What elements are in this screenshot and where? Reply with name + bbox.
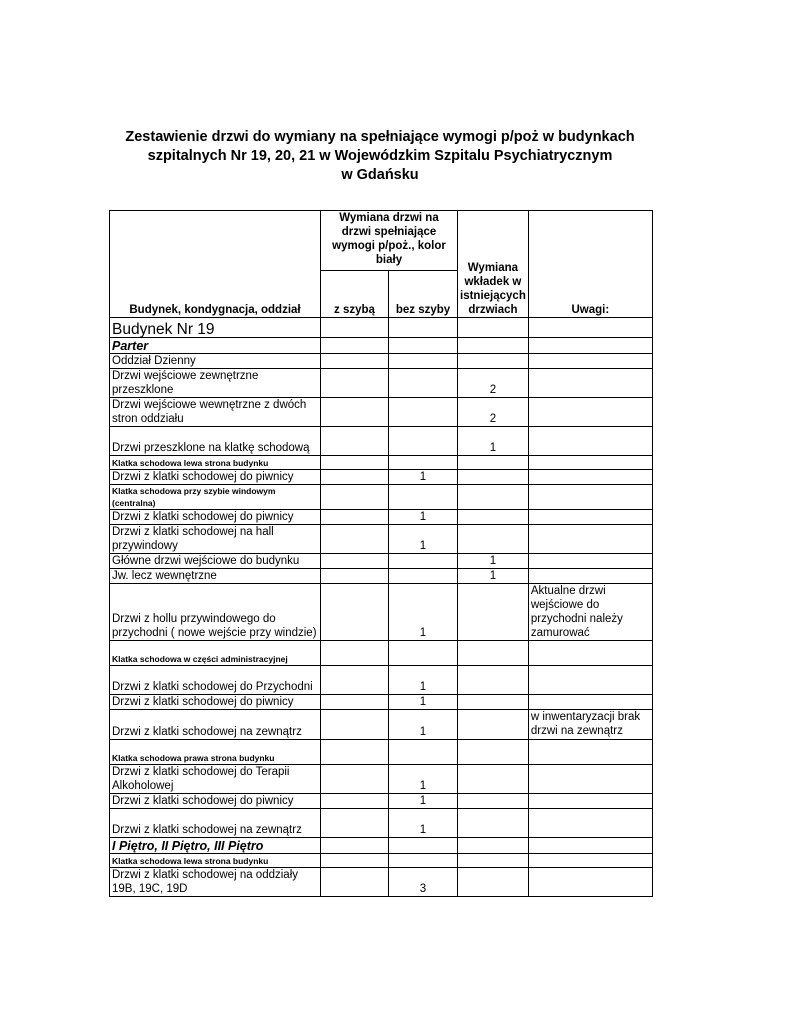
cell-without-glass [389, 569, 458, 584]
cell-notes [528, 868, 652, 897]
cell-without-glass: 1 [389, 809, 458, 838]
cell-with-glass [321, 569, 389, 584]
cell-notes [528, 854, 652, 868]
cell-inserts: 2 [458, 398, 529, 427]
cell-inserts [458, 354, 529, 369]
table-row [110, 369, 653, 398]
cell-inserts [458, 740, 529, 765]
row-label: Klatka schodowa lewa strona budynku [110, 456, 321, 470]
row-label: Klatka schodowa prawa strona budynku [110, 740, 321, 765]
document-title [90, 128, 670, 185]
row-label: Oddział Dzienny [110, 354, 321, 369]
table-row [110, 398, 653, 427]
row-label: Drzwi przeszklone na klatkę schodową [110, 427, 321, 456]
cell-inserts: 1 [458, 569, 529, 584]
cell-notes [528, 398, 652, 427]
row-label: Klatka schodowa lewa strona budynku [110, 854, 321, 868]
cell-without-glass [389, 740, 458, 765]
cell-inserts [458, 510, 529, 525]
table-row [110, 854, 653, 868]
row-label: Drzwi z klatki schodowej na oddziały 19B, 19C, 19D [110, 868, 321, 897]
cell-inserts [458, 765, 529, 794]
table-row [110, 569, 653, 584]
cell-inserts [458, 318, 529, 338]
row-label: Budynek Nr 19 [110, 318, 321, 338]
table-row [110, 470, 653, 485]
cell-with-glass [321, 398, 389, 427]
cell-with-glass [321, 794, 389, 809]
cell-notes [528, 318, 652, 338]
cell-without-glass [389, 354, 458, 369]
cell-without-glass [389, 456, 458, 470]
cell-with-glass [321, 854, 389, 868]
row-label: Drzwi z klatki schodowej na hall przywindowy [110, 525, 321, 554]
table-row [110, 338, 653, 354]
cell-notes [528, 740, 652, 765]
row-label: Drzwi z klatki schodowej do Przychodni [110, 666, 321, 695]
cell-with-glass [321, 695, 389, 710]
table-row [110, 318, 653, 338]
cell-with-glass [321, 765, 389, 794]
cell-with-glass [321, 809, 389, 838]
cell-notes [528, 794, 652, 809]
cell-without-glass [389, 554, 458, 569]
cell-inserts: 1 [458, 554, 529, 569]
table-row [110, 510, 653, 525]
cell-with-glass [321, 427, 389, 456]
cell-without-glass [389, 854, 458, 868]
header-row-top [110, 211, 653, 271]
table-row [110, 525, 653, 554]
cell-without-glass: 1 [389, 525, 458, 554]
cell-notes [528, 809, 652, 838]
cell-notes [528, 369, 652, 398]
cell-notes [528, 554, 652, 569]
cell-without-glass: 1 [389, 695, 458, 710]
cell-notes [528, 427, 652, 456]
row-label: Drzwi z klatki schodowej do Terapii Alkoholowej [110, 765, 321, 794]
cell-without-glass: 1 [389, 765, 458, 794]
row-label: I Piętro, II Piętro, III Piętro [110, 838, 321, 854]
table-row [110, 456, 653, 470]
table-row [110, 427, 653, 456]
row-label: Drzwi z klatki schodowej do piwnicy [110, 794, 321, 809]
cell-inserts [458, 710, 529, 740]
table-row [110, 641, 653, 666]
cell-without-glass: 1 [389, 470, 458, 485]
table-row [110, 809, 653, 838]
table-row [110, 554, 653, 569]
row-label: Drzwi z klatki schodowej do piwnicy [110, 695, 321, 710]
cell-without-glass [389, 427, 458, 456]
cell-with-glass [321, 318, 389, 338]
cell-without-glass: 1 [389, 584, 458, 641]
row-label: Drzwi wejściowe wewnętrzne z dwóch stron oddziału [110, 398, 321, 427]
header-notes: Uwagi: [528, 211, 652, 318]
cell-notes [528, 838, 652, 854]
header-building: Budynek, kondygnacja, oddział [110, 211, 321, 318]
row-label: Drzwi z klatki schodowej do piwnicy [110, 510, 321, 525]
cell-without-glass [389, 398, 458, 427]
row-label: Drzwi z klatki schodowej do piwnicy [110, 470, 321, 485]
cell-notes [528, 338, 652, 354]
title-line-3: w Gdańsku [341, 167, 419, 183]
row-label: Parter [110, 338, 321, 354]
cell-without-glass [389, 338, 458, 354]
row-label: Drzwi z klatki schodowej na zewnątrz [110, 809, 321, 838]
cell-without-glass: 3 [389, 868, 458, 897]
cell-inserts [458, 584, 529, 641]
title-line-2: szpitalnych Nr 19, 20, 21 w Wojewódzkim Szpitalu Psychiatrycznym [147, 148, 613, 164]
cell-without-glass: 1 [389, 794, 458, 809]
cell-with-glass [321, 369, 389, 398]
cell-notes [528, 456, 652, 470]
cell-without-glass [389, 485, 458, 510]
cell-with-glass [321, 510, 389, 525]
cell-inserts [458, 485, 529, 510]
table-row [110, 666, 653, 695]
table-row [110, 695, 653, 710]
cell-without-glass [389, 838, 458, 854]
cell-inserts [458, 666, 529, 695]
cell-with-glass [321, 485, 389, 510]
cell-with-glass [321, 740, 389, 765]
title-line-1: Zestawienie drzwi do wymiany na spełniające wymogi p/poż w budynkach [125, 129, 635, 145]
cell-inserts [458, 456, 529, 470]
table-row [110, 485, 653, 510]
cell-with-glass [321, 584, 389, 641]
cell-inserts [458, 794, 529, 809]
cell-without-glass [389, 369, 458, 398]
cell-inserts: 2 [458, 369, 529, 398]
cell-with-glass [321, 525, 389, 554]
cell-with-glass [321, 354, 389, 369]
cell-with-glass [321, 554, 389, 569]
cell-notes [528, 354, 652, 369]
table-row [110, 740, 653, 765]
cell-notes [528, 569, 652, 584]
header-inserts: Wymiana wkładek w istniejących drzwiach [458, 211, 529, 318]
cell-without-glass: 1 [389, 710, 458, 740]
doors-table [109, 210, 653, 897]
table-row [110, 765, 653, 794]
header-with-glass: z szybą [321, 271, 389, 318]
cell-notes [528, 666, 652, 695]
row-label: Klatka schodowa przy szybie windowym (centralna) [110, 485, 321, 510]
cell-notes [528, 525, 652, 554]
cell-notes [528, 765, 652, 794]
cell-notes [528, 470, 652, 485]
cell-without-glass [389, 318, 458, 338]
cell-notes [528, 485, 652, 510]
cell-inserts [458, 854, 529, 868]
table-row [110, 794, 653, 809]
cell-notes: w inwentaryzacji brak drzwi na zewnątrz [528, 710, 652, 740]
row-label: Główne drzwi wejściowe do budynku [110, 554, 321, 569]
table-row [110, 868, 653, 897]
row-label: Drzwi z hollu przywindowego do przychodni ( nowe wejście przy windzie) [110, 584, 321, 641]
cell-with-glass [321, 710, 389, 740]
row-label: Klatka schodowa w części administracyjnej [110, 641, 321, 666]
cell-without-glass: 1 [389, 666, 458, 695]
cell-with-glass [321, 868, 389, 897]
table-row [110, 354, 653, 369]
cell-without-glass: 1 [389, 510, 458, 525]
cell-with-glass [321, 338, 389, 354]
cell-inserts [458, 695, 529, 710]
cell-inserts [458, 868, 529, 897]
cell-with-glass [321, 641, 389, 666]
cell-inserts [458, 809, 529, 838]
cell-with-glass [321, 838, 389, 854]
cell-inserts [458, 470, 529, 485]
cell-notes [528, 695, 652, 710]
cell-notes [528, 641, 652, 666]
cell-without-glass [389, 641, 458, 666]
header-replace-group: Wymiana drzwi na drzwi spełniające wymogi p/poż., kolor biały [321, 211, 458, 271]
cell-notes: Aktualne drzwi wejściowe do przychodni należy zamurować [528, 584, 652, 641]
cell-inserts [458, 525, 529, 554]
table-row [110, 838, 653, 854]
table-row [110, 710, 653, 740]
table-row [110, 584, 653, 641]
row-label: Drzwi z klatki schodowej na zewnątrz [110, 710, 321, 740]
cell-with-glass [321, 456, 389, 470]
header-without-glass: bez szyby [389, 271, 458, 318]
cell-with-glass [321, 666, 389, 695]
cell-inserts [458, 641, 529, 666]
cell-with-glass [321, 470, 389, 485]
row-label: Jw. lecz wewnętrzne [110, 569, 321, 584]
cell-notes [528, 510, 652, 525]
row-label: Drzwi wejściowe zewnętrzne przeszklone [110, 369, 321, 398]
cell-inserts [458, 838, 529, 854]
cell-inserts [458, 338, 529, 354]
cell-inserts: 1 [458, 427, 529, 456]
